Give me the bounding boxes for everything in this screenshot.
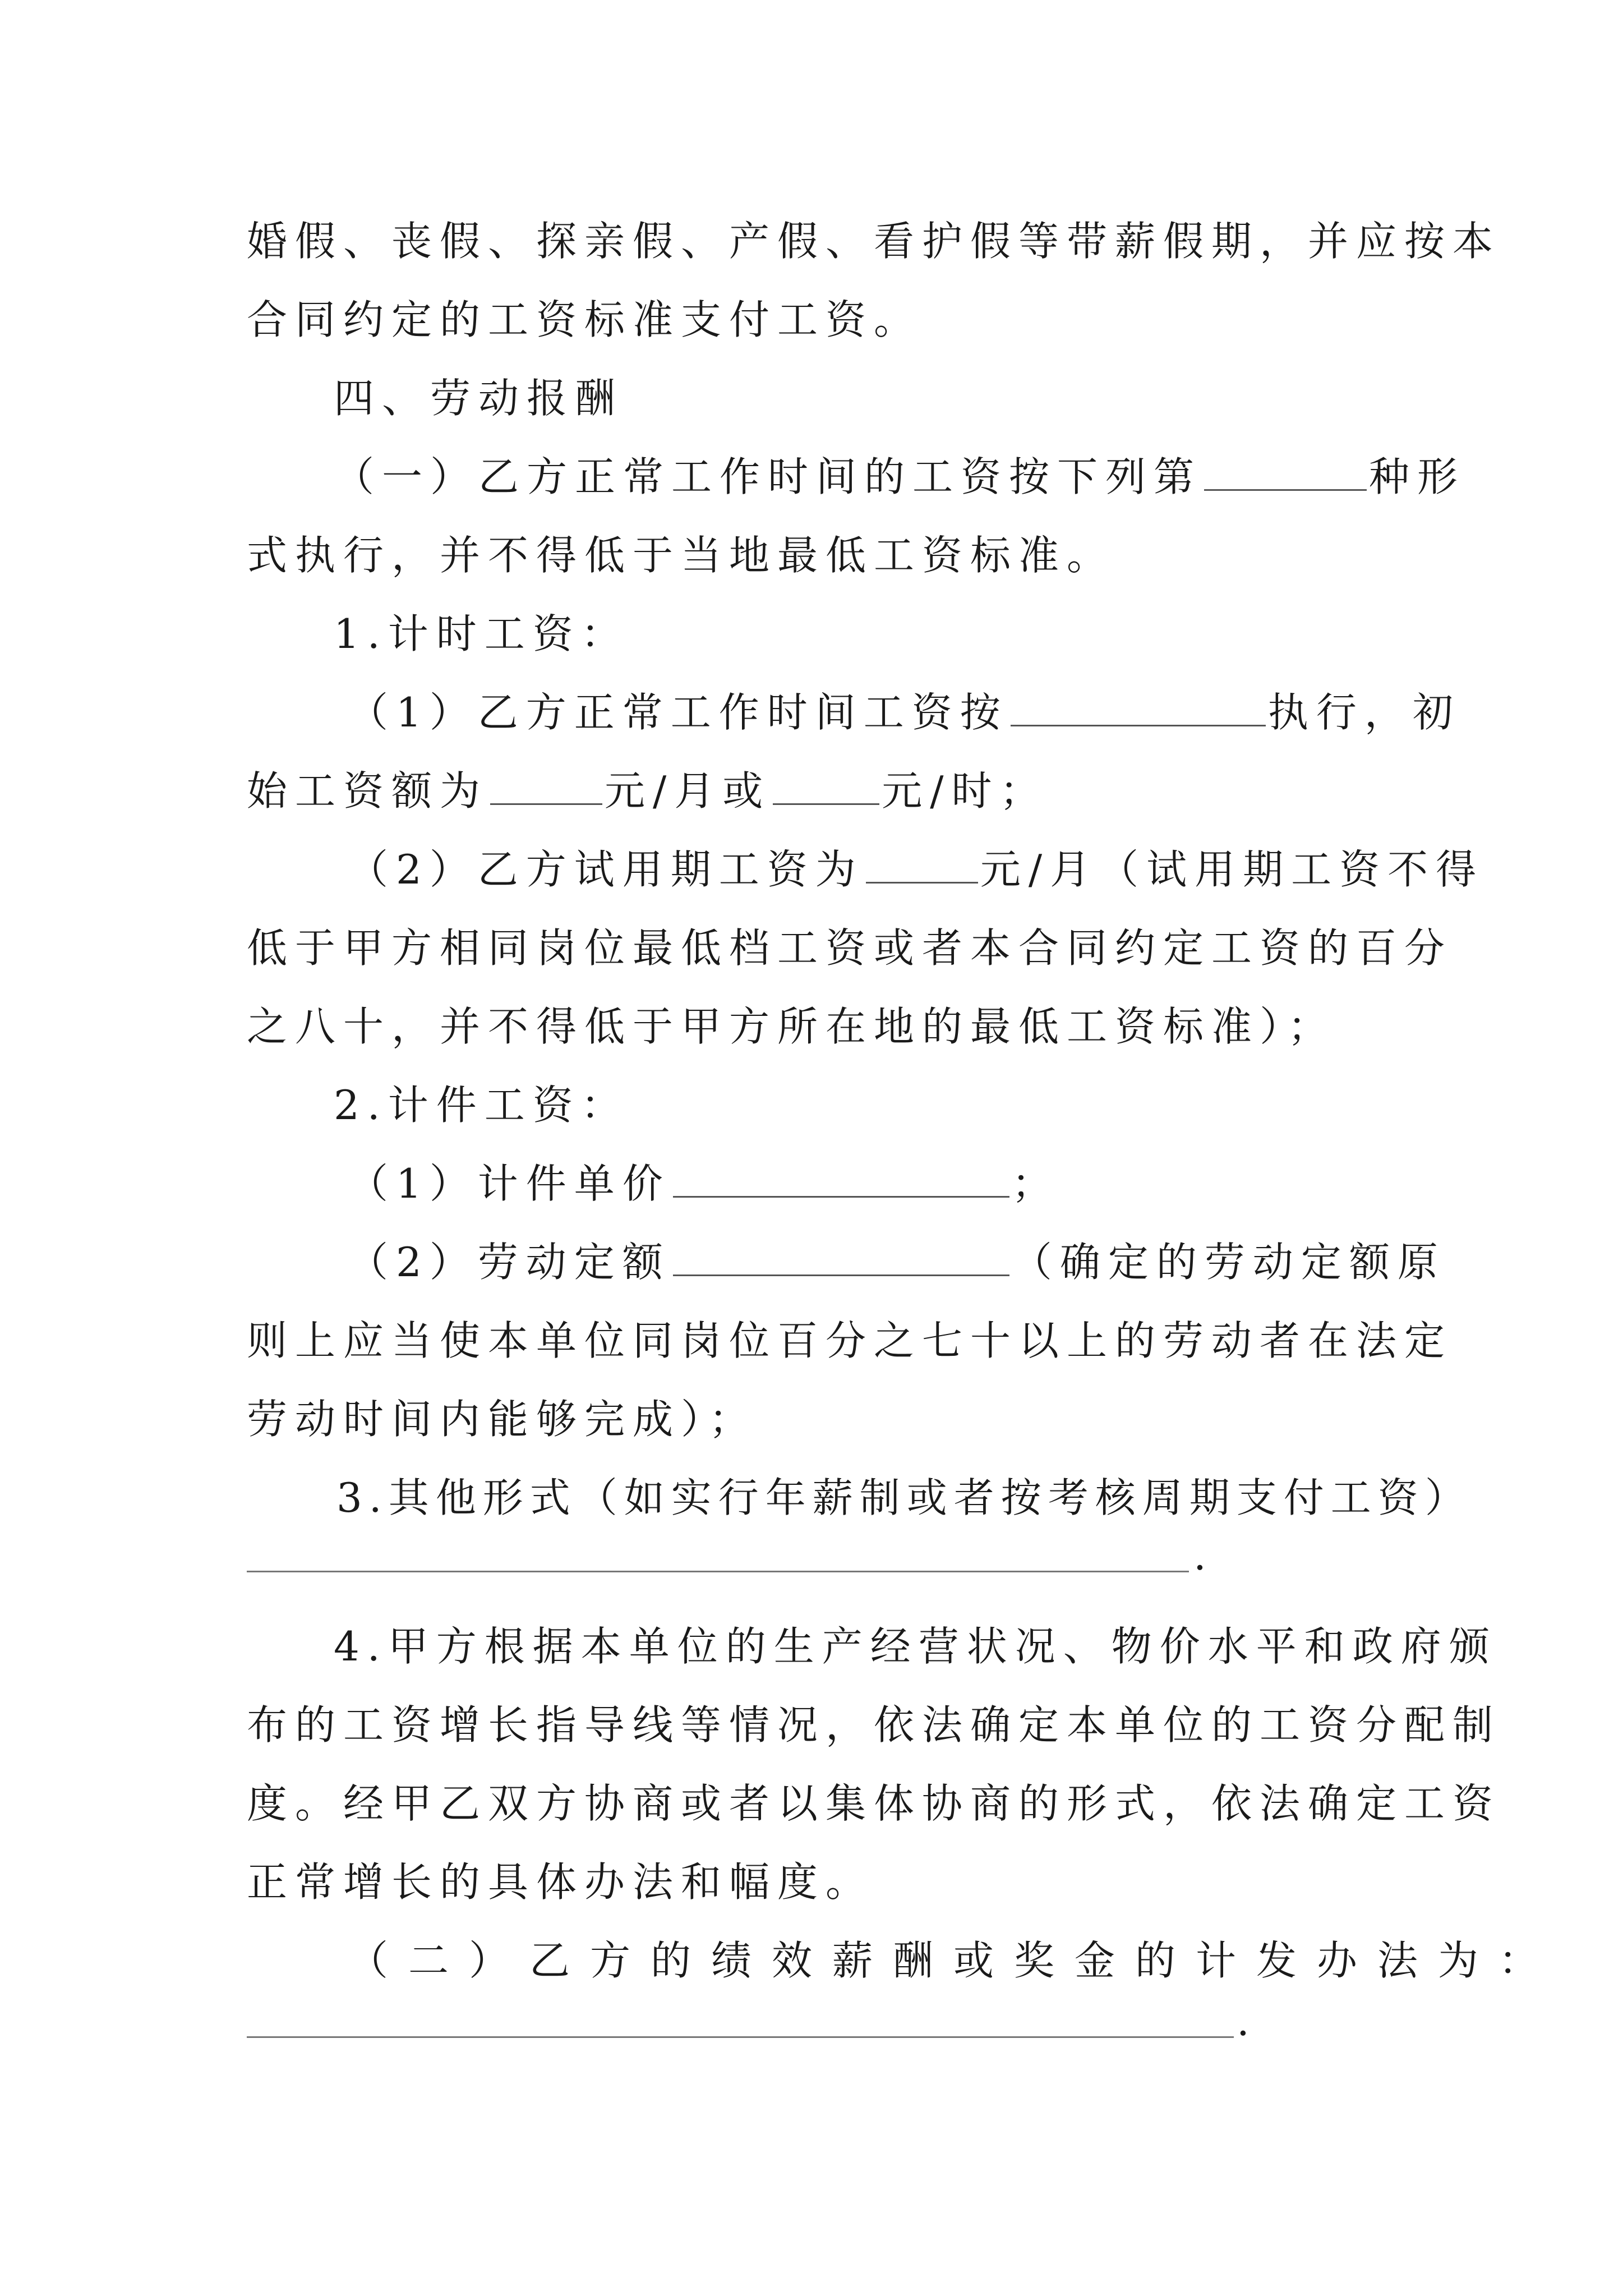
fill-in-blank[interactable] — [247, 2036, 1234, 2038]
text-segment: 种形 — [1369, 453, 1466, 500]
paragraph-line — [348, 844, 1484, 895]
fill-in-blank[interactable] — [247, 1571, 1189, 1572]
paragraph-line: 劳动时间内能够完成）； — [247, 1396, 758, 1443]
fill-in-blank[interactable] — [1204, 454, 1367, 491]
list-item: 2.计件工资： — [334, 1082, 629, 1129]
text-segment: 始工资额为 — [247, 767, 488, 815]
paragraph-line: 之八十，并不得低于甲方所在地的最低工资标准）； — [247, 1003, 1336, 1050]
fill-in-blank[interactable] — [773, 769, 879, 805]
paragraph-line: 则上应当使本单位同岗位百分之七十以上的劳动者在法定 — [247, 1317, 1453, 1364]
text-segment: 元/月（试用期工资不得 — [980, 846, 1484, 893]
fill-in-blank[interactable] — [866, 847, 978, 884]
fill-in-blank[interactable] — [490, 769, 602, 805]
section-heading: 四、劳动报酬 — [334, 375, 624, 422]
list-item: 1.计时工资： — [334, 610, 629, 657]
paragraph-line: 低于甲方相同岗位最低档工资或者本合同约定工资的百分 — [247, 924, 1453, 972]
period-mark: . — [1237, 1998, 1249, 2045]
text-segment: （2）劳动定额 — [348, 1239, 671, 1286]
paragraph-line: 布的工资增长指导线等情况，依法确定本单位的工资分配制 — [247, 1701, 1501, 1749]
text-segment: （确定的劳动定额原 — [1011, 1239, 1446, 1286]
text-segment: （1）计件单价 — [348, 1160, 671, 1207]
text-segment: 元/月或 — [605, 767, 771, 815]
paragraph-line — [334, 452, 1465, 502]
paragraph-line: 度。经甲乙双方协商或者以集体协商的形式，依法确定工资 — [247, 1780, 1501, 1827]
text-segment: （1）乙方正常工作时间工资按 — [348, 689, 1008, 736]
paragraph-line — [247, 766, 1048, 816]
paragraph-line — [348, 1237, 1446, 1287]
list-item: 4.甲方根据本单位的生产经营状况、物价水平和政府颁 — [334, 1623, 1497, 1670]
text-segment: （一）乙方正常工作时间的工资按下列第 — [334, 453, 1202, 500]
paragraph-line: 婚假、丧假、探亲假、产假、看护假等带薪假期，并应按本 — [247, 218, 1501, 265]
text-segment: 执行，初 — [1267, 689, 1461, 736]
period-mark: . — [1193, 1532, 1206, 1579]
paragraph-line: 式执行，并不得低于当地最低工资标准。 — [247, 532, 1115, 579]
paragraph-line — [348, 687, 1461, 738]
fill-in-blank[interactable] — [1011, 690, 1266, 726]
paragraph-line: 合同约定的工资标准支付工资。 — [247, 296, 923, 343]
paragraph-line: 正常增长的具体办法和幅度。 — [247, 1858, 874, 1906]
text-segment: 元/时； — [882, 767, 1048, 815]
paragraph-line — [348, 1158, 1060, 1209]
text-segment: （2）乙方试用期工资为 — [348, 846, 864, 893]
fill-in-blank[interactable] — [673, 1161, 1009, 1198]
text-segment: ； — [1011, 1160, 1060, 1207]
fill-in-blank[interactable] — [673, 1240, 1009, 1276]
paragraph-line: （二）乙方的绩效薪酬或奖金的计发办法为： — [348, 1937, 1560, 1984]
list-item: 3.其他形式（如实行年薪制或者按考核周期支付工资） — [336, 1474, 1472, 1521]
